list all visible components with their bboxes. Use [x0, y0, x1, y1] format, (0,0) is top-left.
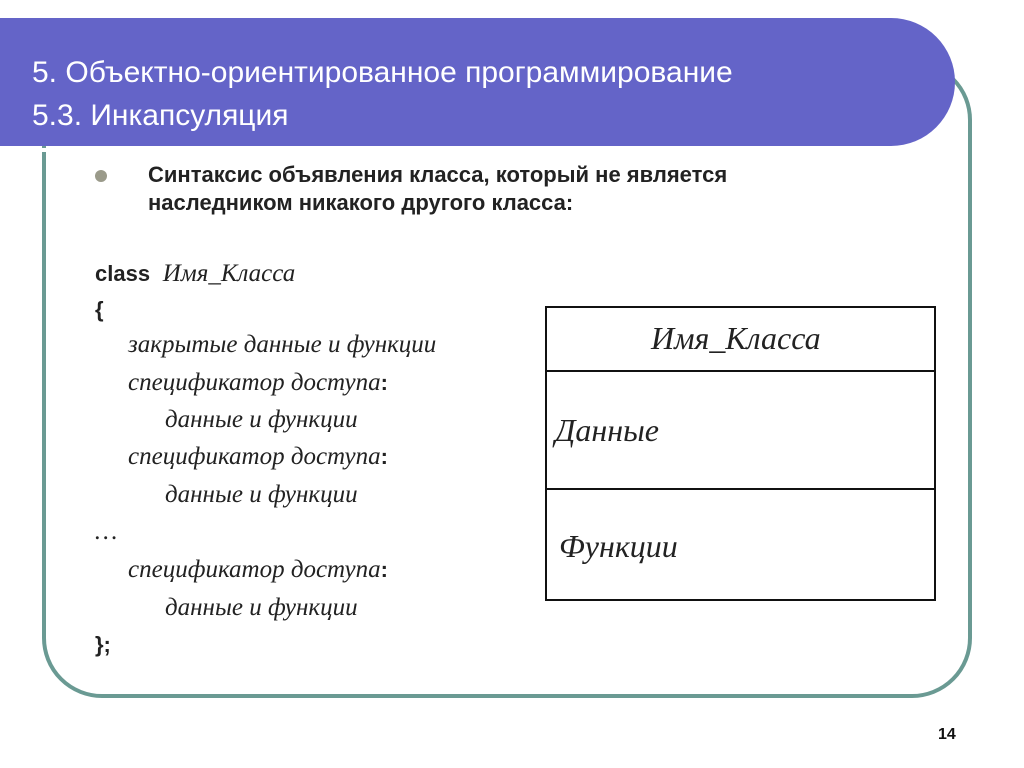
close-brace: }; — [95, 632, 111, 657]
class-name: Имя_Класса — [162, 260, 296, 287]
private-members: закрытые данные и функции — [128, 331, 437, 358]
colon: : — [380, 557, 388, 582]
members-line-2: данные и функции — [165, 481, 358, 508]
members-line-1: данные и функции — [165, 406, 358, 433]
title-underline — [0, 148, 902, 152]
access-specifier: спецификатор доступа — [128, 443, 381, 470]
title-bar — [0, 18, 955, 146]
slide-subtitle: 5.3. Инкапсуляция — [32, 99, 289, 132]
open-brace: { — [95, 297, 104, 322]
slide-title: 5. Объектно-ориентированное программирование — [32, 56, 733, 89]
code-line-class — [95, 260, 295, 288]
access-specifier-line-3 — [128, 556, 388, 584]
colon: : — [380, 370, 388, 395]
class-diagram — [545, 306, 936, 601]
diagram-data-label: Данные — [555, 412, 659, 448]
diagram-functions-label: Функции — [559, 528, 678, 564]
ellipsis: … — [95, 518, 118, 545]
access-specifier-line-2 — [128, 443, 388, 471]
colon: : — [380, 444, 388, 469]
diagram-class-name: Имя_Класса — [651, 320, 821, 356]
bullet-text: Синтаксис объявления класса, который не является наследником никакого другого класса: — [148, 162, 728, 215]
bullet-icon — [95, 170, 107, 182]
access-specifier: спецификатор доступа — [128, 369, 381, 396]
class-keyword: class — [95, 261, 151, 286]
access-specifier-line-1 — [128, 369, 388, 397]
page-number: 14 — [938, 726, 956, 743]
access-specifier: спецификатор доступа — [128, 556, 381, 583]
members-line-3: данные и функции — [165, 594, 358, 621]
